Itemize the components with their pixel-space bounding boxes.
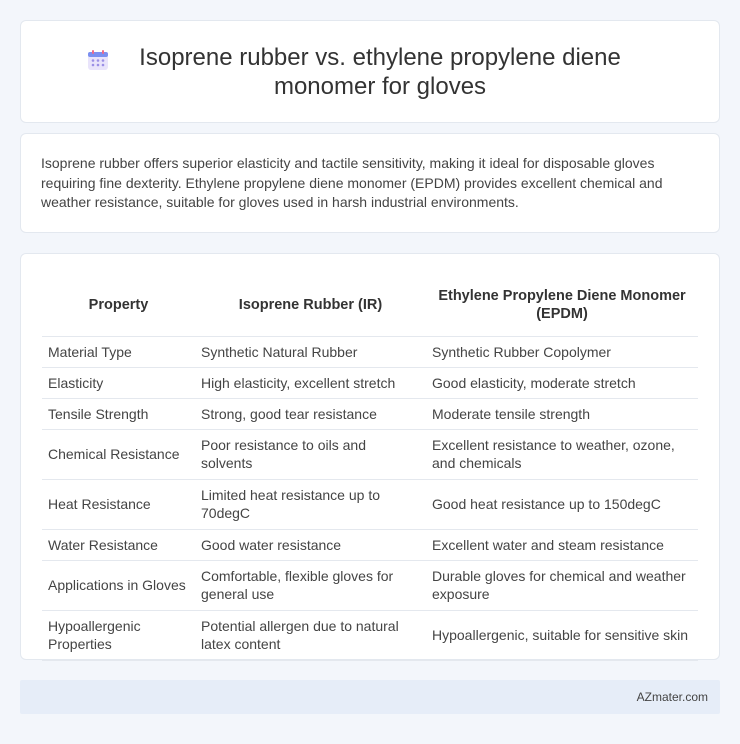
cell-isoprene: Strong, good tear resistance bbox=[195, 398, 426, 429]
table-row bbox=[42, 429, 698, 479]
cell-property: Hypoallergenic Properties bbox=[42, 610, 195, 660]
header-epdm: Ethylene Propylene Diene Monomer (EPDM) bbox=[426, 274, 698, 336]
cell-epdm: Synthetic Rubber Copolymer bbox=[426, 336, 698, 367]
cell-property: Material Type bbox=[42, 336, 195, 367]
footer-brand: AZmater.com bbox=[636, 690, 708, 704]
cell-property: Tensile Strength bbox=[42, 398, 195, 429]
comparison-table-card bbox=[20, 253, 720, 660]
cell-isoprene: Comfortable, flexible gloves for general use bbox=[195, 560, 426, 610]
cell-isoprene: Potential allergen due to natural latex content bbox=[195, 610, 426, 660]
cell-property: Water Resistance bbox=[42, 529, 195, 560]
header-property: Property bbox=[42, 274, 195, 336]
calendar-icon bbox=[87, 49, 109, 71]
cell-property: Applications in Gloves bbox=[42, 560, 195, 610]
cell-property: Heat Resistance bbox=[42, 479, 195, 529]
table-row bbox=[42, 479, 698, 529]
cell-epdm: Excellent water and steam resistance bbox=[426, 529, 698, 560]
cell-isoprene: Good water resistance bbox=[195, 529, 426, 560]
table-row bbox=[42, 367, 698, 398]
cell-property: Elasticity bbox=[42, 367, 195, 398]
cell-epdm: Moderate tensile strength bbox=[426, 398, 698, 429]
header-isoprene: Isoprene Rubber (IR) bbox=[195, 274, 426, 336]
title-card bbox=[20, 20, 720, 123]
summary-card bbox=[20, 133, 720, 233]
cell-epdm: Durable gloves for chemical and weather exposure bbox=[426, 560, 698, 610]
title-wrap bbox=[51, 43, 689, 101]
table-row bbox=[42, 529, 698, 560]
footer bbox=[20, 680, 720, 714]
cell-isoprene: Synthetic Natural Rubber bbox=[195, 336, 426, 367]
cell-property: Chemical Resistance bbox=[42, 429, 195, 479]
table-row bbox=[42, 398, 698, 429]
summary-text: Isoprene rubber offers superior elasticity and tactile sensitivity, making it ideal for disposable gloves requiring fine dexterity. Ethylene propylene diene monomer (EPDM) provides excellent chemical and weather resistance, suitable for gloves used in harsh industrial environments. bbox=[41, 155, 663, 210]
cell-epdm: Excellent resistance to weather, ozone, and chemicals bbox=[426, 429, 698, 479]
cell-isoprene: Poor resistance to oils and solvents bbox=[195, 429, 426, 479]
page-title: Isoprene rubber vs. ethylene propylene diene monomer for gloves bbox=[139, 43, 621, 100]
cell-epdm: Good heat resistance up to 150degC bbox=[426, 479, 698, 529]
comparison-table bbox=[42, 274, 698, 661]
table-row bbox=[42, 560, 698, 610]
cell-epdm: Hypoallergenic, suitable for sensitive skin bbox=[426, 610, 698, 660]
cell-isoprene: Limited heat resistance up to 70degC bbox=[195, 479, 426, 529]
cell-isoprene: High elasticity, excellent stretch bbox=[195, 367, 426, 398]
cell-epdm: Good elasticity, moderate stretch bbox=[426, 367, 698, 398]
table-header-row bbox=[42, 274, 698, 336]
table-row bbox=[42, 610, 698, 660]
table-row bbox=[42, 336, 698, 367]
